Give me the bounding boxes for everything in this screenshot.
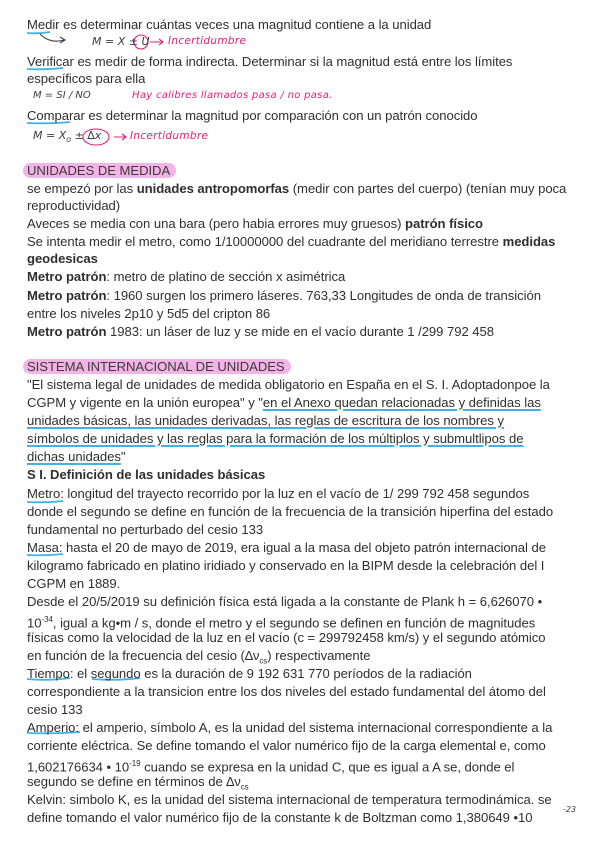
- desde-line-3: físicas como la velocidad de la luz en el vacío (c = 299792458 km/s) y el segundo atómico: [27, 630, 546, 645]
- verificar-line-1: Verificar es medir de forma indirecta. Determinar si la magnitud está entre los límites: [27, 54, 513, 69]
- arrow-incertidumbre-1: [150, 39, 163, 45]
- units-p3-line-1: Se intenta medir el metro, como 1/10000000 del cuadrante del meridiano terrestre medidas: [27, 234, 556, 249]
- units-p4: Metro patrón: metro de platino de sección x asimétrica: [27, 269, 346, 284]
- units-p6: Metro patrón 1983: un láser de luz y se mide en el vacío durante 1 /299 792 458: [27, 324, 494, 339]
- desde-line-2: $10^{-34}$, igual a kg•m / s, donde el metro y el segundo se definen en función de magnitudes: [27, 615, 536, 631]
- amperio-line-3: 1,602176634 • $10^{-19}$ cuando se expresa en la unidad C, que es igual a A se, donde el: [27, 759, 515, 775]
- medir-formula: M = X ± U: [92, 35, 150, 48]
- si-quote-line-5: dichas unidades": [27, 449, 126, 464]
- metro-line-2: donde el segundo se define en función de la frecuencia de la transición hiperfina del estado: [27, 504, 554, 519]
- tiempo-line-1: Tiempo: el segundo es la duración de 9 192 631 770 períodos de la radiación: [27, 666, 472, 681]
- medir-line: Medir es determinar cuántas veces una magnitud contiene a la unidad: [27, 17, 432, 32]
- verificar-line-2: específicos para ella: [27, 71, 146, 86]
- tiempo-line-2: correspondiente a la transicion entre los dos niveles del estado fundamental del átomo del: [27, 684, 546, 699]
- units-p3-line-2: geodesicas: [27, 251, 98, 266]
- comparar-formula: $M = X_o \pm \Delta x$: [33, 129, 102, 145]
- si-quote-line-4: símbolos de unidades y las reglas para la formación de los múltiplos y submultlipos de: [27, 431, 524, 446]
- kelvin-exponent: -23: [563, 805, 577, 814]
- units-p1-line-1: se empezó por las unidades antropomorfas (medir con partes del cuerpo) (tenían muy poca: [27, 181, 567, 196]
- amperio-line-2: corriente eléctrica. Se define tomando el valor numérico fijo de la carga elemental e, como: [27, 738, 546, 753]
- tiempo-line-3: cesio 133: [27, 702, 83, 717]
- medir-arrow: [40, 34, 64, 41]
- medir-note: Incertidumbre: [168, 35, 247, 47]
- desde-line-4: en función de la frecuencia del cesio $(\Delta\nu_{cs})$ respectivamente: [27, 648, 371, 666]
- metro-line-3: fundamental no perturbado del cesio 133: [27, 522, 264, 537]
- masa-line-2: kilogramo fabricado en platino iridiado y conservado en la BIPM desde la celebración del I: [27, 558, 545, 573]
- kelvin-line-2: define tomando el valor numérico fijo de la constante k de Boltzman como 1,380649 •10: [27, 810, 533, 825]
- arrow-incertidumbre-2: [114, 134, 126, 140]
- verificar-formula: M = SI / NO: [33, 90, 91, 101]
- amperio-line-4: segundo se define en términos de $\Delta\nu_{cs}$: [27, 774, 249, 792]
- comparar-note: Incertidumbre: [130, 130, 209, 142]
- masa-line-1: Masa: hasta el 20 de mayo de 2019, era igual a la masa del objeto patrón internacional de: [27, 540, 546, 555]
- amperio-line-1: Amperio: el amperio, símbolo A, es la unidad del sistema internacional correspondiente a la: [27, 720, 553, 735]
- si-heading: SISTEMA INTERNACIONAL DE UNIDADES: [27, 358, 291, 375]
- comparar-line: Comparar es determinar la magnitud por comparación con un patrón conocido: [27, 108, 478, 123]
- si-quote-line-1: "El sistema legal de unidades de medida obligatorio en España en el S. I. Adoptadonpoe la: [27, 377, 550, 392]
- units-heading: UNIDADES DE MEDIDA: [27, 162, 176, 179]
- si-quote-line-3: unidades básicas, las unidades derivadas, las reglas de escritura de los nombres y: [27, 413, 505, 428]
- si-subheading: S I. Definición de las unidades básicas: [27, 467, 266, 482]
- si-quote-line-2: CGPM y vigente en la unión europea" y "en el Anexo quedan relacionadas y definidas las: [27, 395, 541, 410]
- verificar-note: Hay calibres llamados pasa / no pasa.: [132, 90, 333, 101]
- kelvin-line-1: Kelvin: simbolo K, es la unidad del sistema internacional de temperatura termodinámica. se: [27, 792, 552, 807]
- units-p5-line-2: entre los niveles 2p10 y 5d5 del cripton 86: [27, 306, 271, 321]
- desde-line-1: Desde el 20/5/2019 su definición física está ligada a la constante de Plank h = 6,626070 •: [27, 594, 543, 609]
- metro-line-1: Metro: longitud del trayecto recorrido por la luz en el vacío de 1/ 299 792 458 segundos: [27, 486, 530, 501]
- units-p2: Aveces se media con una bara (pero habia errores muy gruesos) patrón físico: [27, 216, 483, 231]
- units-p5-line-1: Metro patrón: 1960 surgen los primero láseres. 763,33 Longitudes de onda de transición: [27, 288, 541, 303]
- units-p1-line-2: reproductividad): [27, 198, 121, 213]
- masa-line-3: CGPM en 1889.: [27, 576, 121, 591]
